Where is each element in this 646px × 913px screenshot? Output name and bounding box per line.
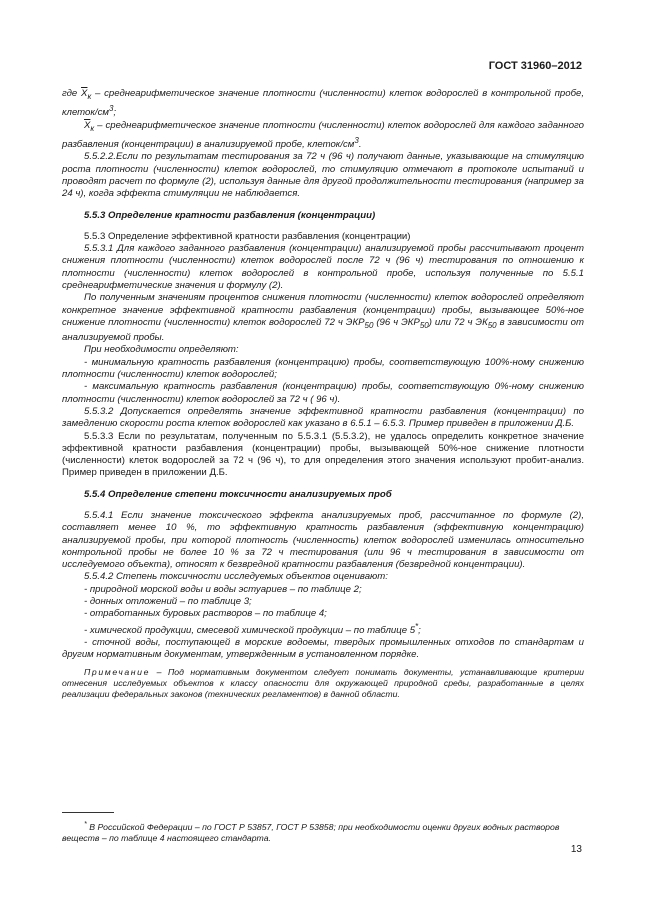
symbol-subscript: к [87, 91, 92, 101]
note-text: – Под нормативным документом следует понимать документы, устанавливающие критерии отнесения исследуемых объектов к классу опасности для окружающей природной среды, разработанные в целях реализации федеральных законов (технических регламентов) в данной области. [62, 666, 584, 700]
clause-5-5-4-2: 5.5.4.2 Степень токсичности исследуемых объектов оценивают: [84, 571, 388, 583]
list-item-seawater: - природной морской воды и воды эстуариев – по таблице 2; [84, 583, 362, 595]
legend-text: – среднеарифметическое значение плотности (численности) клеток водорослей в контрольной пробе, клеток/см [62, 88, 585, 119]
subscript: 50 [364, 320, 374, 330]
list-item-wastewater: - сточной воды, поступающей в морские водоемы, твердых промышленных отходов по стандартам и другим нормативным документам, утвержденным в установленном порядке. [62, 637, 584, 661]
text-run: По полученным значениям процентов снижения плотности (численности) клеток водорослей определяют конкретное значение эффективной кратности разбавления (концентрации) пробы, вызывающее 50%-ное снижение плотности (численности) клеток водорослей 72 ч ЭКР [62, 292, 584, 328]
clause-5-5-3-3: 5.5.3.3 Если по результатам, полученным по 5.5.3.1 (5.5.3.2), не удалось определить конкретное значение эффективной кратности разбавления (концентрации) пробы, вызывающей 50%-ное снижение плотности (численности) клеток водорослей за 72 ч (96 ч), то для определения этого значения используют пробит-анализ. Пример приведен в приложении Д.Б. [62, 430, 584, 479]
list-item-chemical [62, 621, 584, 637]
subscript: 50 [419, 320, 429, 330]
page-number: 13 [570, 844, 582, 855]
legend-lead: где [62, 88, 82, 99]
page-body [62, 88, 584, 700]
text-run: ; [418, 624, 421, 636]
legend-text: – среднеарифметическое значение плотности (численности) клеток водорослей для каждого заданного разбавления (концентрации) в анализируемой пробе, клеток/см [62, 119, 584, 151]
symbol-x: $\overline{X}$ [81, 88, 88, 99]
clause-5-5-3-1: 5.5.3.1 Для каждого заданного разбавления (концентрации) анализируемой пробы рассчитывают процент снижения плотности (численности) клеток водорослей после 72 ч (96 ч) тестирования по отношению к плотности (численности) клеток водорослей в контрольной пробе, используя полученные по 5.5.1 среднеарифметические значения и формулу (2). [62, 243, 584, 292]
list-item-drilling: - отработанных буровых растворов – по таблице 4; [84, 608, 327, 620]
section-heading-5-5-4: 5.5.4 Определение степени токсичности анализируемых проб [84, 488, 392, 500]
note-label: Примечание [84, 666, 151, 677]
note-paragraph [62, 667, 584, 701]
unit-superscript: 3 [354, 135, 359, 145]
symbol-x: $\overline{X}$ [84, 119, 91, 131]
footnote [62, 818, 584, 845]
symbol-subscript: к [90, 123, 95, 133]
subscript: 50 [487, 320, 497, 330]
section-heading-5-5-3: 5.5.3 Определение кратности разбавления (концентрации) [84, 209, 376, 221]
formula-legend-1 [62, 88, 584, 120]
ekr50-paragraph [62, 292, 584, 344]
text-run: (96 ч ЭКР [373, 316, 420, 328]
determination-intro: При необходимости определяют: [84, 344, 239, 356]
text-run: ) или 72 ч ЭК [428, 316, 488, 328]
footnote-divider [62, 812, 114, 813]
unit-superscript: 3 [108, 104, 114, 114]
legend-end: ; [113, 107, 117, 119]
formula-legend-2 [62, 120, 584, 152]
footnote-marker: * [415, 621, 419, 631]
text-run: - химической продукции, смесевой химической продукции – по таблице 5 [84, 624, 416, 636]
clause-5-5-4-1: 5.5.4.1 Если значение токсического эффекта анализируемых проб, рассчитанное по формуле (2), составляет менее 10 %, то эффективную кратность разбавления (эффективную концентрацию) анализируемой пробы, при которой плотность (численность) клеток водорослей изменилась относительно контрольной пробы не более 10 % за 72 ч тестирования (или 96 ч тестирования в зависимости от исследуемого объекта), относят к безвредной кратности разбавления (безвредной концентрации). [62, 510, 584, 571]
document-code: ГОСТ 31960–2012 [488, 60, 582, 72]
text-run: в зависимости от анализируемой пробы. [62, 316, 585, 344]
list-item-maximum: - максимальную кратность разбавления (концентрацию) пробы, соответствующую 0%-ному снижению плотности (численности) клеток водорослей за 72 ч ( 96 ч). [62, 381, 584, 405]
list-item-minimum: - минимальную кратность разбавления (концентрацию) пробы, соответствующую 100%-ному снижению плотности (численности) клеток водорослей; [62, 356, 584, 381]
footnote-text: В Российской Федерации – по ГОСТ Р 53857, ГОСТ Р 53858; при необходимости оценки других водных растворов веществ – по таблице 4 настоящего стандарта. [62, 821, 560, 844]
legend-end: . [358, 139, 362, 151]
clause-5-5-3-2: 5.5.3.2 Допускается определять значение эффективной кратности разбавления (концентрации) по замедлению скорости роста клеток водорослей как указано в 6.5.1 – 6.5.3. Пример приведен в приложении Д.Б. [62, 405, 584, 430]
clause-5-5-2-2: 5.5.2.2.Если по результатам тестирования за 72 ч (96 ч) получают данные, указывающие на стимуляцию роста плотности (численности) клеток водорослей, то стимуляцию отмечают в протоколе испытаний и проводят расчет по формуле (2), используя данные для другой продолжительности тестирования (например за 24 ч), когда эффекта стимуляции не наблюдается. [62, 151, 584, 200]
list-item-sediments: - донных отложений – по таблице 3; [84, 596, 252, 608]
clause-5-5-3-title: 5.5.3 Определение эффективной кратности разбавления (концентрации) [84, 230, 411, 242]
footnote-mark: * [84, 819, 87, 828]
